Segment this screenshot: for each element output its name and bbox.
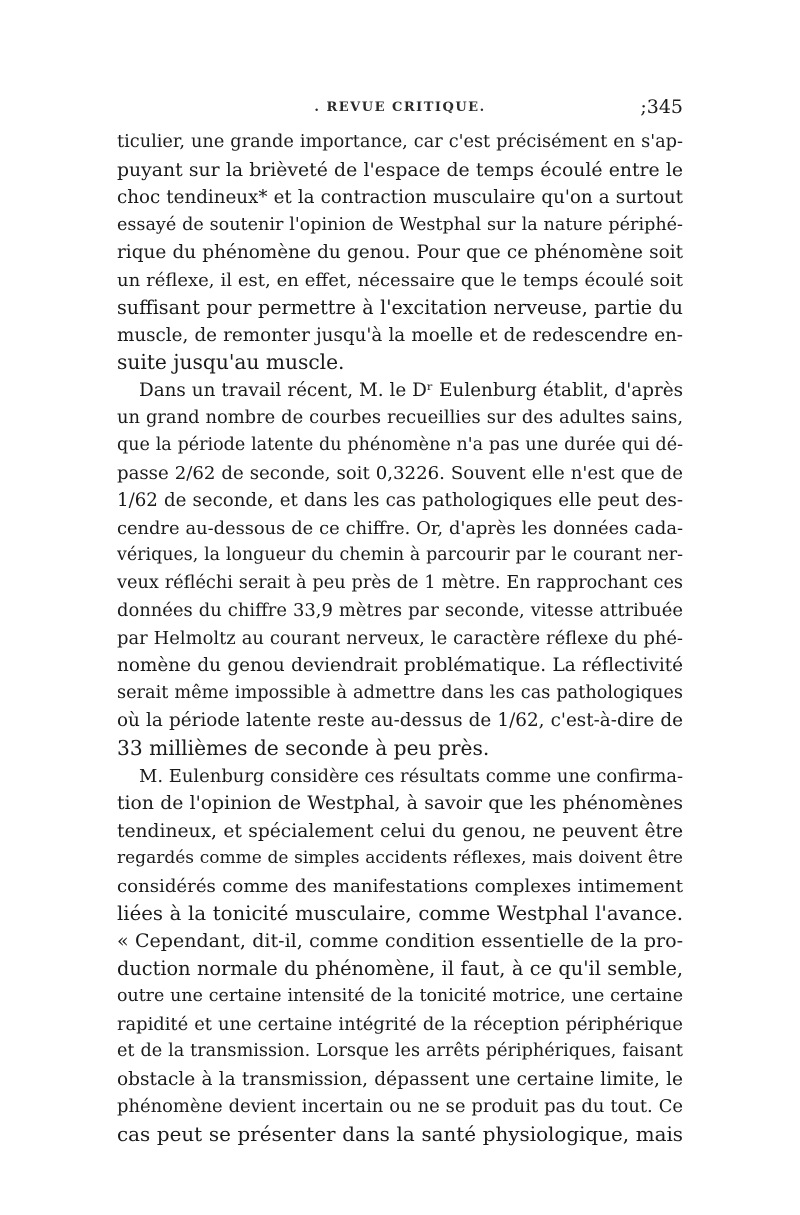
text-line: par Helmoltz au courant nerveux, le caractère réflexe du phé- [117, 627, 683, 649]
text-line: Dans un travail récent, M. le Dʳ Eulenburg établit, d'après [139, 379, 683, 401]
text-line: muscle, de remonter jusqu'à la moelle et de redescendre en- [117, 324, 683, 346]
text-line: regardés comme de simples accidents réflexes, mais doivent être [117, 848, 683, 869]
running-head [117, 96, 683, 120]
text-line: que la période latente du phénomène n'a pas une durée qui dé- [117, 435, 683, 456]
body-text [117, 129, 683, 1148]
text-line: rapidité et une certaine intégrité de la réception périphérique [117, 1013, 683, 1035]
text-line: duction normale du phénomène, il faut, à ce qu'il semble, [117, 957, 683, 981]
text-line: tion de l'opinion de Westphal, à savoir que les phénomènes [117, 793, 683, 815]
text-line: M. Eulenburg considère ces résultats comme une confirma- [139, 765, 684, 787]
text-line: veux réfléchi serait à peu près de 1 mètre. En rapprochant ces [117, 572, 683, 593]
text-line: liées à la tonicité musculaire, comme Westphal l'avance. [117, 902, 683, 926]
text-line: données du chiffre 33,9 mètres par seconde, vitesse attribuée [117, 600, 683, 622]
text-line: suite jusqu'au muscle. [117, 350, 345, 375]
running-title: . REVUE CRITIQUE. [314, 100, 486, 115]
text-line: essayé de soutenir l'opinion de Westphal sur la nature périphé- [117, 214, 683, 235]
text-line: 33 millièmes de seconde à peu près. [117, 736, 490, 761]
text-line: tendineux, et spécialement celui du genou, ne peuvent être [117, 820, 683, 842]
text-line: nomène du genou deviendrait problématique. La réflectivité [117, 655, 683, 677]
text-line: puyant sur la brièveté de l'espace de temps écoulé entre le [117, 159, 683, 181]
text-line: un réflexe, il est, en effet, nécessaire que le temps écoulé soit [117, 269, 683, 291]
text-line: où la période latente reste au-dessus de 1/62, c'est-à-dire de [117, 710, 683, 732]
text-line: un grand nombre de courbes recueillies sur des adultes sains, [117, 407, 683, 429]
text-line: ticulier, une grande importance, car c'est précisément en s'ap- [117, 132, 683, 152]
page-number: ;345 [640, 96, 683, 118]
text-line: rique du phénomène du genou. Pour que ce phénomène soit [117, 242, 683, 264]
text-line: cendre au-dessous de ce chiffre. Or, d'après les données cada- [117, 517, 683, 539]
text-line: choc tendineux* et la contraction musculaire qu'on a surtout [117, 187, 683, 209]
text-line: et de la transmission. Lorsque les arrêts périphériques, faisant [117, 1041, 683, 1062]
text-line: cas peut se présenter dans la santé physiologique, mais [117, 1122, 683, 1146]
text-line: vériques, la longueur du chemin à parcourir par le courant ner- [117, 545, 683, 566]
text-line: phénomène devient incertain ou ne se produit pas du tout. Ce [117, 1096, 683, 1118]
text-line: considérés comme des manifestations complexes intimement [117, 875, 683, 897]
text-line: « Cependant, dit-il, comme condition essentielle de la pro- [117, 929, 683, 952]
text-line: passe 2/62 de seconde, soit 0,3226. Souvent elle n'est que de [117, 462, 683, 484]
text-line: outre une certaine intensité de la tonicité motrice, une certaine [117, 985, 683, 1006]
text-line: 1/62 de seconde, et dans les cas pathologiques elle peut des- [117, 490, 683, 512]
text-line: obstacle à la transmission, dépassent une certaine limite, le [117, 1068, 683, 1090]
text-line: suffisant pour permettre à l'excitation nerveuse, partie du [117, 296, 683, 320]
text-line: serait même impossible à admettre dans les cas pathologiques [117, 682, 683, 703]
